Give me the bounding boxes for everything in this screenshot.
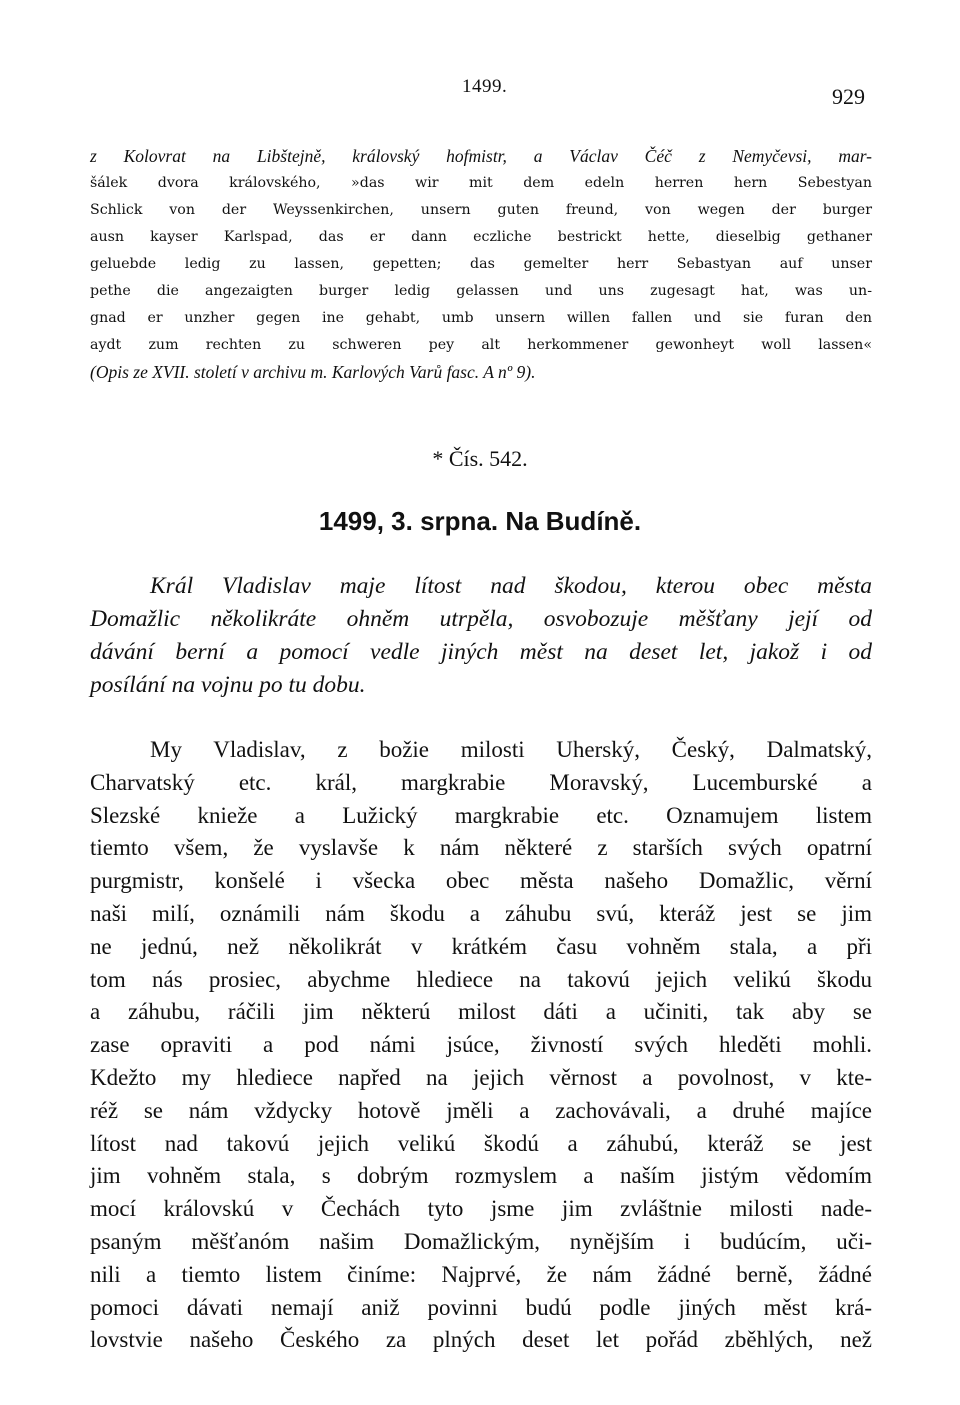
- summary-line: posílání na vojnu po tu dobu.: [90, 672, 366, 698]
- note-line: šálek dvora královského, »das wir mit dem edeln herren hern Sebestyan: [90, 175, 872, 191]
- note-line: Schlick von der Weyssenkirchen, unsern guten freund, von wegen der burger: [90, 202, 872, 218]
- text-line: psaným měšťanóm našim Domažlickým, nynějším i budúcím, uči-: [90, 1228, 872, 1254]
- text-line: mocí královskú v Čechách tyto jsme jim zvláštnie milosti nade-: [90, 1196, 872, 1222]
- charter-number: * Čís. 542.: [432, 446, 528, 471]
- text-line: lovstvie našeho Českého za plných deset let pořád zběhlých, než: [90, 1327, 872, 1353]
- summary-line: Domažlic několikráte ohněm utrpěla, osvobozuje měšťany její od: [90, 606, 872, 632]
- text-line: Slezské knieže a Lužický margkrabie etc. Oznamujem listem: [90, 802, 872, 828]
- text-line: My Vladislav, z božie milosti Uherský, Český, Dalmatský,: [150, 737, 872, 762]
- text-line: ne jednú, než několikrát v krátkém času vohněm stala, a při: [90, 933, 872, 959]
- note-line: (Opis ze XVII. století v archivu m. Karlových Varů fasc. A nº 9).: [90, 362, 536, 382]
- text-line: purgmistr, konšelé i všecka obec města našeho Domažlic, věrní: [90, 868, 872, 894]
- summary-line: dávání berní a pomocí vedle jiných měst na deset let, jakož i od: [90, 639, 872, 665]
- note-line: aydt zum rechten zu schweren pey alt herkommener gewonheyt woll lassen«: [90, 337, 872, 353]
- text-line: naši milí, oznámili nám škodu a záhubu svú, kteráž jest se jim: [90, 900, 872, 926]
- summary-line: Král Vladislav maje lítost nad škodou, kterou obec města: [150, 573, 872, 599]
- charter-summary: [90, 570, 872, 702]
- text-line: Charvatský etc. král, margkrabie Moravský, Lucemburské a: [90, 769, 872, 795]
- text-line: lítost nad takovú jejich velikú škodú a záhubú, kteráž se jest: [90, 1130, 872, 1156]
- note-line: geluebde ledig zu lassen, gepetten; das gemelter herr Sebastyan auf unser: [90, 256, 872, 272]
- header-year: 1499.: [462, 76, 508, 97]
- page-number: 929: [832, 84, 865, 109]
- text-line: nili a tiemto listem činíme: Najprvé, že nám žádné berně, žádné: [90, 1261, 872, 1287]
- text-line: réž se nám vždycky hotově jměli a zachovávali, a druhé majíce: [90, 1097, 872, 1123]
- text-line: tiemto všem, že vyslavše k nám některé z starších svých opatrní: [90, 835, 872, 861]
- text-line: Kdežto my hlediece napřed na jejich věrnost a povolnost, v kte-: [90, 1064, 872, 1090]
- text-line: pomoci dávati nemají aniž povinni budú podle jiných měst krá-: [90, 1294, 872, 1320]
- note-line: ausn kayser Karlspad, das er dann eczliche bestrickt hette, dieselbig gethaner: [90, 229, 872, 245]
- preceding-note: [90, 143, 872, 386]
- note-line: gnad er unzher gegen ine gehabt, umb unsern willen fallen und sie furan den: [90, 310, 872, 326]
- note-line: z Kolovrat na Libštejně, královský hofmistr, a Václav Čéč z Nemyčevsi, mar-: [90, 146, 872, 166]
- text-line: zase opraviti a pod námi jsúce, živností svých hleděti mohli.: [90, 1032, 872, 1058]
- charter-date-place: 1499, 3. srpna. Na Budíně.: [318, 506, 642, 536]
- text-line: jim vohněm stala, s dobrým rozmyslem a naším jistým vědomím: [90, 1163, 872, 1189]
- text-line: a záhubu, ráčili jim některú milost dáti a učiniti, tak aby se: [90, 999, 872, 1025]
- charter-text: [90, 734, 872, 1357]
- text-line: tom nás prosiec, abychme hlediece na takovú jejich velikú škodu: [90, 966, 872, 992]
- note-line: pethe die angezaigten burger ledig gelassen und uns zugesagt hat, was un-: [90, 283, 872, 299]
